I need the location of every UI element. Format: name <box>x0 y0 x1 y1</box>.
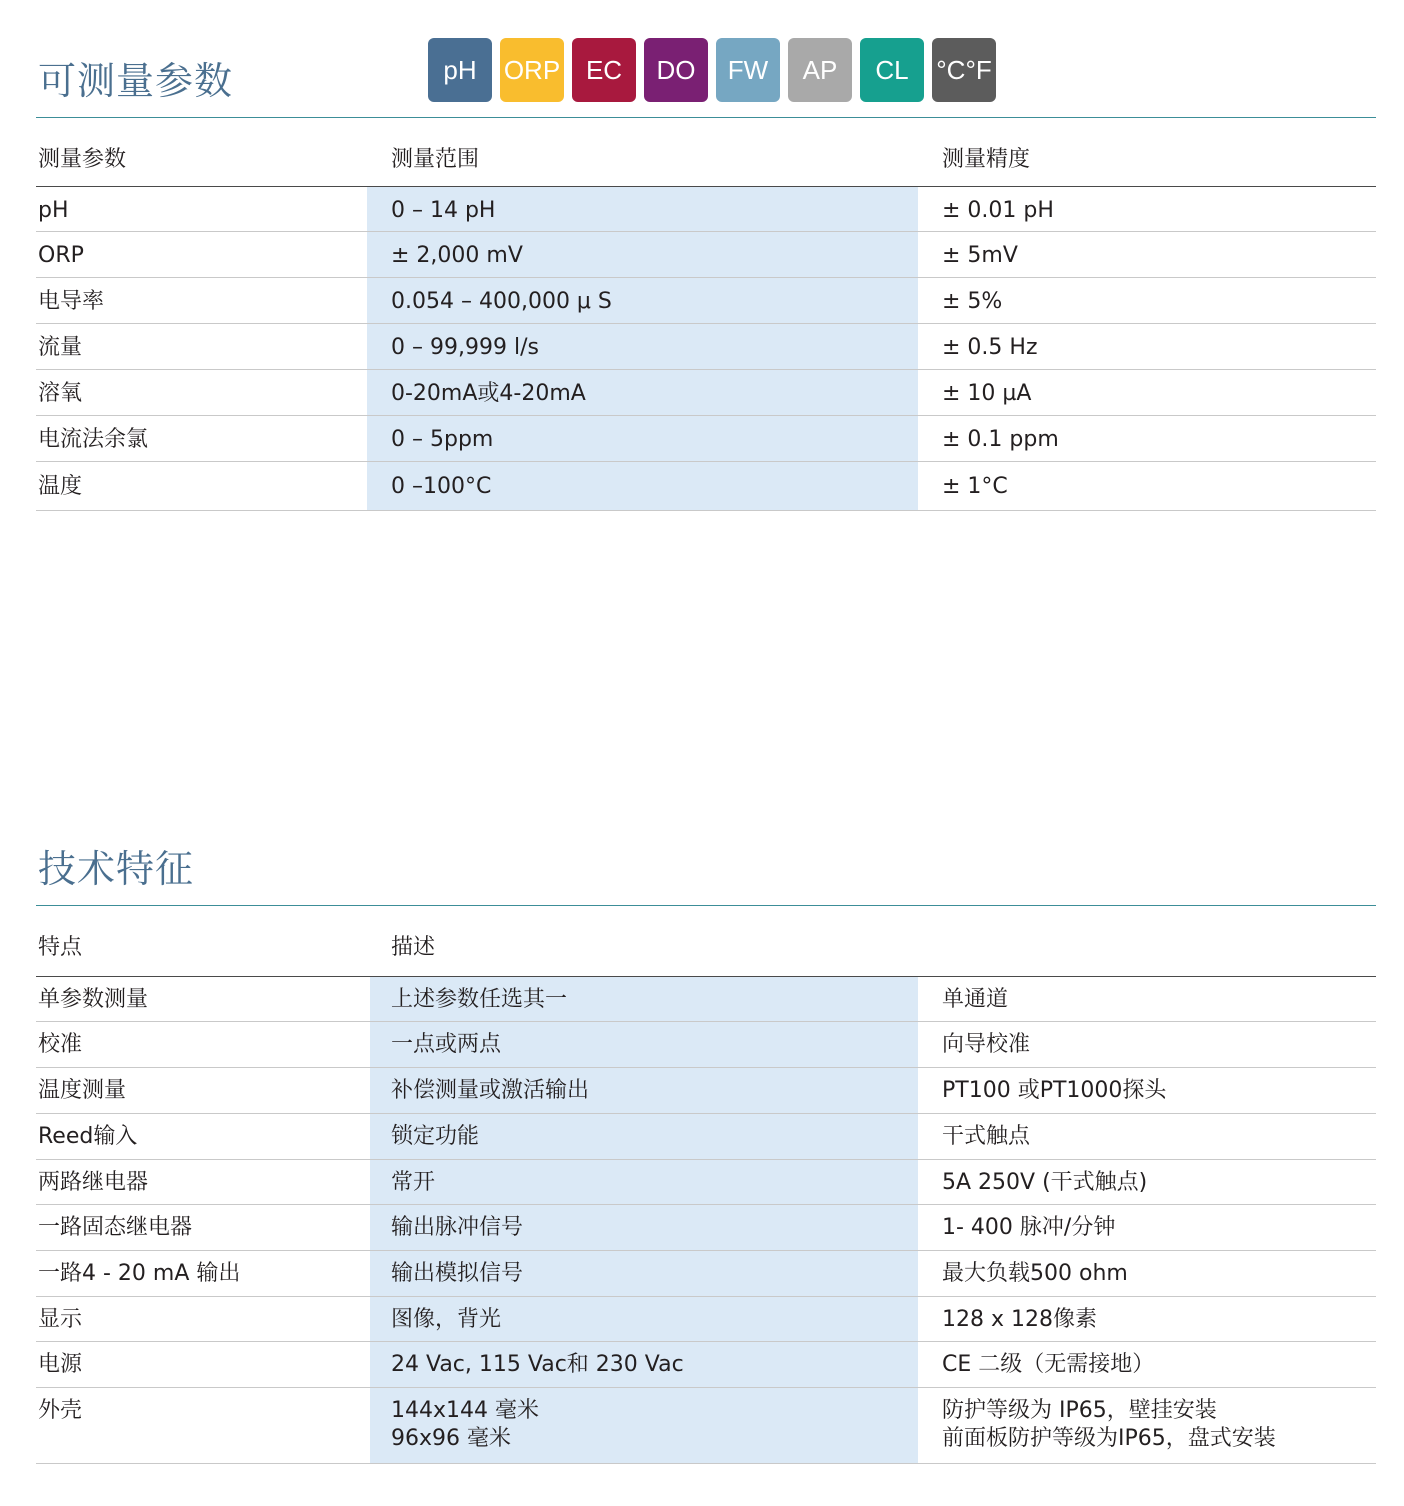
feature-description: 锁定功能 <box>391 1124 480 1149</box>
param-range: 0.054 – 400,000 μ S <box>391 289 612 314</box>
feature-detail: 单通道 <box>942 987 1009 1012</box>
param-name: 溶氧 <box>38 381 83 406</box>
feature-name: 电源 <box>38 1352 83 1377</box>
table-row <box>36 1160 1376 1205</box>
feature-detail: 向导校准 <box>942 1032 1031 1057</box>
feature-description: 输出脉冲信号 <box>391 1215 524 1240</box>
table-row <box>36 187 1376 232</box>
feature-name: 单参数测量 <box>38 987 149 1012</box>
feature-description: 一点或两点 <box>391 1032 502 1057</box>
param-accuracy: ± 10 µA <box>942 381 1032 406</box>
feature-name: 两路继电器 <box>38 1170 149 1195</box>
table-row <box>36 1342 1376 1388</box>
param-name: ORP <box>38 243 84 268</box>
param-name: 温度 <box>38 474 83 499</box>
param-name: 流量 <box>38 335 83 360</box>
features-title-rule <box>36 905 1376 906</box>
table-row <box>36 232 1376 278</box>
housing-size-2: 96x96 毫米 <box>391 1426 512 1451</box>
header-feature: 特点 <box>38 935 83 960</box>
param-range: 0 – 99,999 l/s <box>391 335 539 360</box>
feature-detail: 128 x 128像素 <box>942 1307 1097 1332</box>
feature-description: 补偿测量或激活输出 <box>391 1078 590 1103</box>
feature-detail: 干式触点 <box>942 1124 1031 1149</box>
table-row <box>36 1251 1376 1297</box>
param-accuracy: ± 0.5 Hz <box>942 335 1038 360</box>
header-parameter: 测量参数 <box>38 147 127 172</box>
table-row <box>36 1388 1376 1464</box>
param-accuracy: ± 0.01 pH <box>942 198 1054 223</box>
feature-description: 上述参数任选其一 <box>391 987 568 1012</box>
feature-detail: 5A 250V (干式触点) <box>942 1170 1148 1195</box>
feature-name: 外壳 <box>38 1398 83 1423</box>
param-accuracy: ± 5mV <box>942 243 1018 268</box>
param-range: 0 –100°C <box>391 474 492 499</box>
param-range: 0 – 14 pH <box>391 198 496 223</box>
badge-ph: pH <box>428 38 492 102</box>
table-row <box>36 1114 1376 1160</box>
feature-name: 校准 <box>38 1032 83 1057</box>
feature-detail: 最大负载500 ohm <box>942 1261 1128 1286</box>
table-row <box>36 278 1376 324</box>
table-row <box>36 1297 1376 1342</box>
housing-protection-1: 防护等级为 IP65，壁挂安装 <box>942 1398 1217 1423</box>
feature-name: 显示 <box>38 1307 83 1332</box>
params-table <box>36 146 1376 511</box>
features-table <box>36 934 1376 1464</box>
badge-do: DO <box>644 38 708 102</box>
parameter-badges <box>428 38 996 102</box>
badge-temp: °C°F <box>932 38 996 102</box>
badge-ap: AP <box>788 38 852 102</box>
feature-name: Reed输入 <box>38 1124 138 1149</box>
features-header-row <box>36 934 1376 977</box>
header-description: 描述 <box>391 935 436 960</box>
feature-detail: PT100 或PT1000探头 <box>942 1078 1167 1103</box>
feature-description <box>391 1397 942 1463</box>
feature-name: 一路固态继电器 <box>38 1215 193 1240</box>
feature-detail: 1- 400 脉冲/分钟 <box>942 1215 1116 1240</box>
table-row <box>36 977 1376 1022</box>
table-row <box>36 1068 1376 1114</box>
header-range: 测量范围 <box>391 147 480 172</box>
feature-name: 温度测量 <box>38 1078 127 1103</box>
param-name: pH <box>38 198 69 223</box>
param-range: 0 – 5ppm <box>391 427 494 452</box>
params-header-row <box>36 146 1376 187</box>
feature-description: 24 Vac, 115 Vac和 230 Vac <box>391 1352 684 1377</box>
feature-name: 一路4 - 20 mA 输出 <box>38 1261 241 1286</box>
table-row <box>36 1022 1376 1068</box>
feature-description: 常开 <box>391 1170 436 1195</box>
params-title-rule <box>36 117 1376 118</box>
param-accuracy: ± 0.1 ppm <box>942 427 1059 452</box>
badge-ec: EC <box>572 38 636 102</box>
housing-protection-2: 前面板防护等级为IP65，盘式安装 <box>942 1426 1276 1451</box>
feature-description: 输出模拟信号 <box>391 1261 524 1286</box>
params-section-title: 可测量参数 <box>38 59 234 103</box>
feature-description: 图像，背光 <box>391 1307 502 1332</box>
table-row <box>36 370 1376 416</box>
feature-detail: CE 二级（无需接地） <box>942 1352 1155 1377</box>
housing-size-1: 144x144 毫米 <box>391 1398 539 1423</box>
param-name: 电流法余氯 <box>38 427 149 452</box>
badge-cl: CL <box>860 38 924 102</box>
table-row <box>36 416 1376 462</box>
header-detail <box>942 934 1376 976</box>
table-row <box>36 1205 1376 1251</box>
param-name: 电导率 <box>38 289 105 314</box>
badge-fw: FW <box>716 38 780 102</box>
feature-detail <box>942 1397 1376 1463</box>
param-accuracy: ± 1°C <box>942 474 1008 499</box>
header-accuracy: 测量精度 <box>942 147 1031 172</box>
param-range: 0-20mA或4-20mA <box>391 381 586 406</box>
table-row <box>36 324 1376 370</box>
features-section-title: 技术特征 <box>38 847 195 891</box>
badge-orp: ORP <box>500 38 564 102</box>
table-row <box>36 462 1376 511</box>
param-accuracy: ± 5% <box>942 289 1003 314</box>
param-range: ± 2,000 mV <box>391 243 523 268</box>
